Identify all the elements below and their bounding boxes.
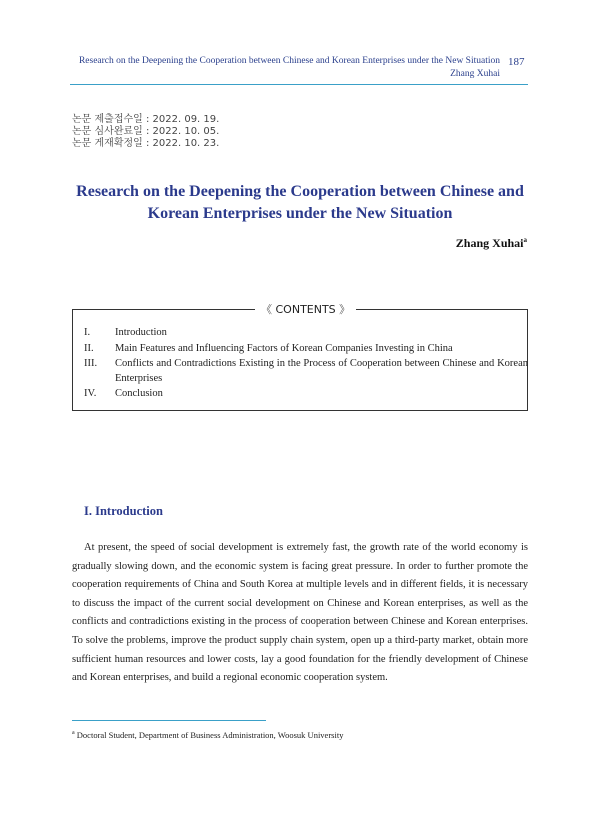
toc-number: IV. — [84, 388, 97, 399]
toc-number: II. — [84, 343, 94, 354]
running-author: Zhang Xuhai — [450, 68, 500, 79]
header-divider — [70, 84, 528, 85]
contents-heading: 《 CONTENTS 》 — [255, 301, 356, 317]
section-heading: I. Introduction — [84, 504, 163, 518]
footnote-marker: a — [72, 730, 75, 737]
author-marker: a — [523, 236, 527, 244]
submission-dates — [72, 114, 219, 150]
title-line-2: Korean Enterprises under the New Situation — [147, 205, 453, 222]
date-submitted: 논문 제출접수일 : 2022. 09. 19. — [72, 114, 220, 125]
date-accepted: 논문 게재확정일 : 2022. 10. 23. — [72, 138, 220, 149]
footnote-divider — [72, 720, 266, 721]
toc-number: III. — [84, 358, 98, 369]
title-line-1: Research on the Deepening the Cooperation between Chinese and — [76, 183, 524, 200]
running-head — [70, 55, 500, 80]
toc-text: Conflicts and Contradictions Existing in the Process of Cooperation between Chinese and Korean Enterprises — [115, 358, 528, 384]
toc-number: I. — [84, 327, 91, 338]
toc-text: Introduction — [115, 327, 167, 338]
author — [380, 236, 527, 251]
page-number: 187 — [508, 56, 525, 68]
author-name: Zhang Xuhai — [455, 236, 524, 250]
paper-title — [70, 181, 530, 225]
footnote — [72, 730, 343, 740]
introduction-paragraph: At present, the speed of social development is extremely fast, the growth rate of the world economy is gradually slowing down, and the economic system is facing great pressure. In order to further promote the cooperation requirements of China and South Korea at multiple levels and in different fields, it is necessary to discuss the impact of the current social development on Chinese and Korean enterprises, as well as the conflicts and contradictions existing in the process of cooperation between Chinese and Korean enterprises. To solve the problems, improve the product supply chain system, open up a third-party market, obtain more sufficient human resources and lower costs, lay a good foundation for the friendly development of Chinese and Korean enterprises, and build a regional economic cooperation system. — [72, 542, 528, 684]
toc-text: Main Features and Influencing Factors of Korean Companies Investing in China — [115, 343, 453, 354]
running-title: Research on the Deepening the Cooperation between Chinese and Korean Enterprises under the New Situation — [78, 56, 500, 66]
date-reviewed: 논문 심사완료일 : 2022. 10. 05. — [72, 126, 220, 137]
footnote-text: Doctoral Student, Department of Business Administration, Woosuk University — [76, 730, 344, 740]
toc-text: Conclusion — [115, 388, 163, 399]
